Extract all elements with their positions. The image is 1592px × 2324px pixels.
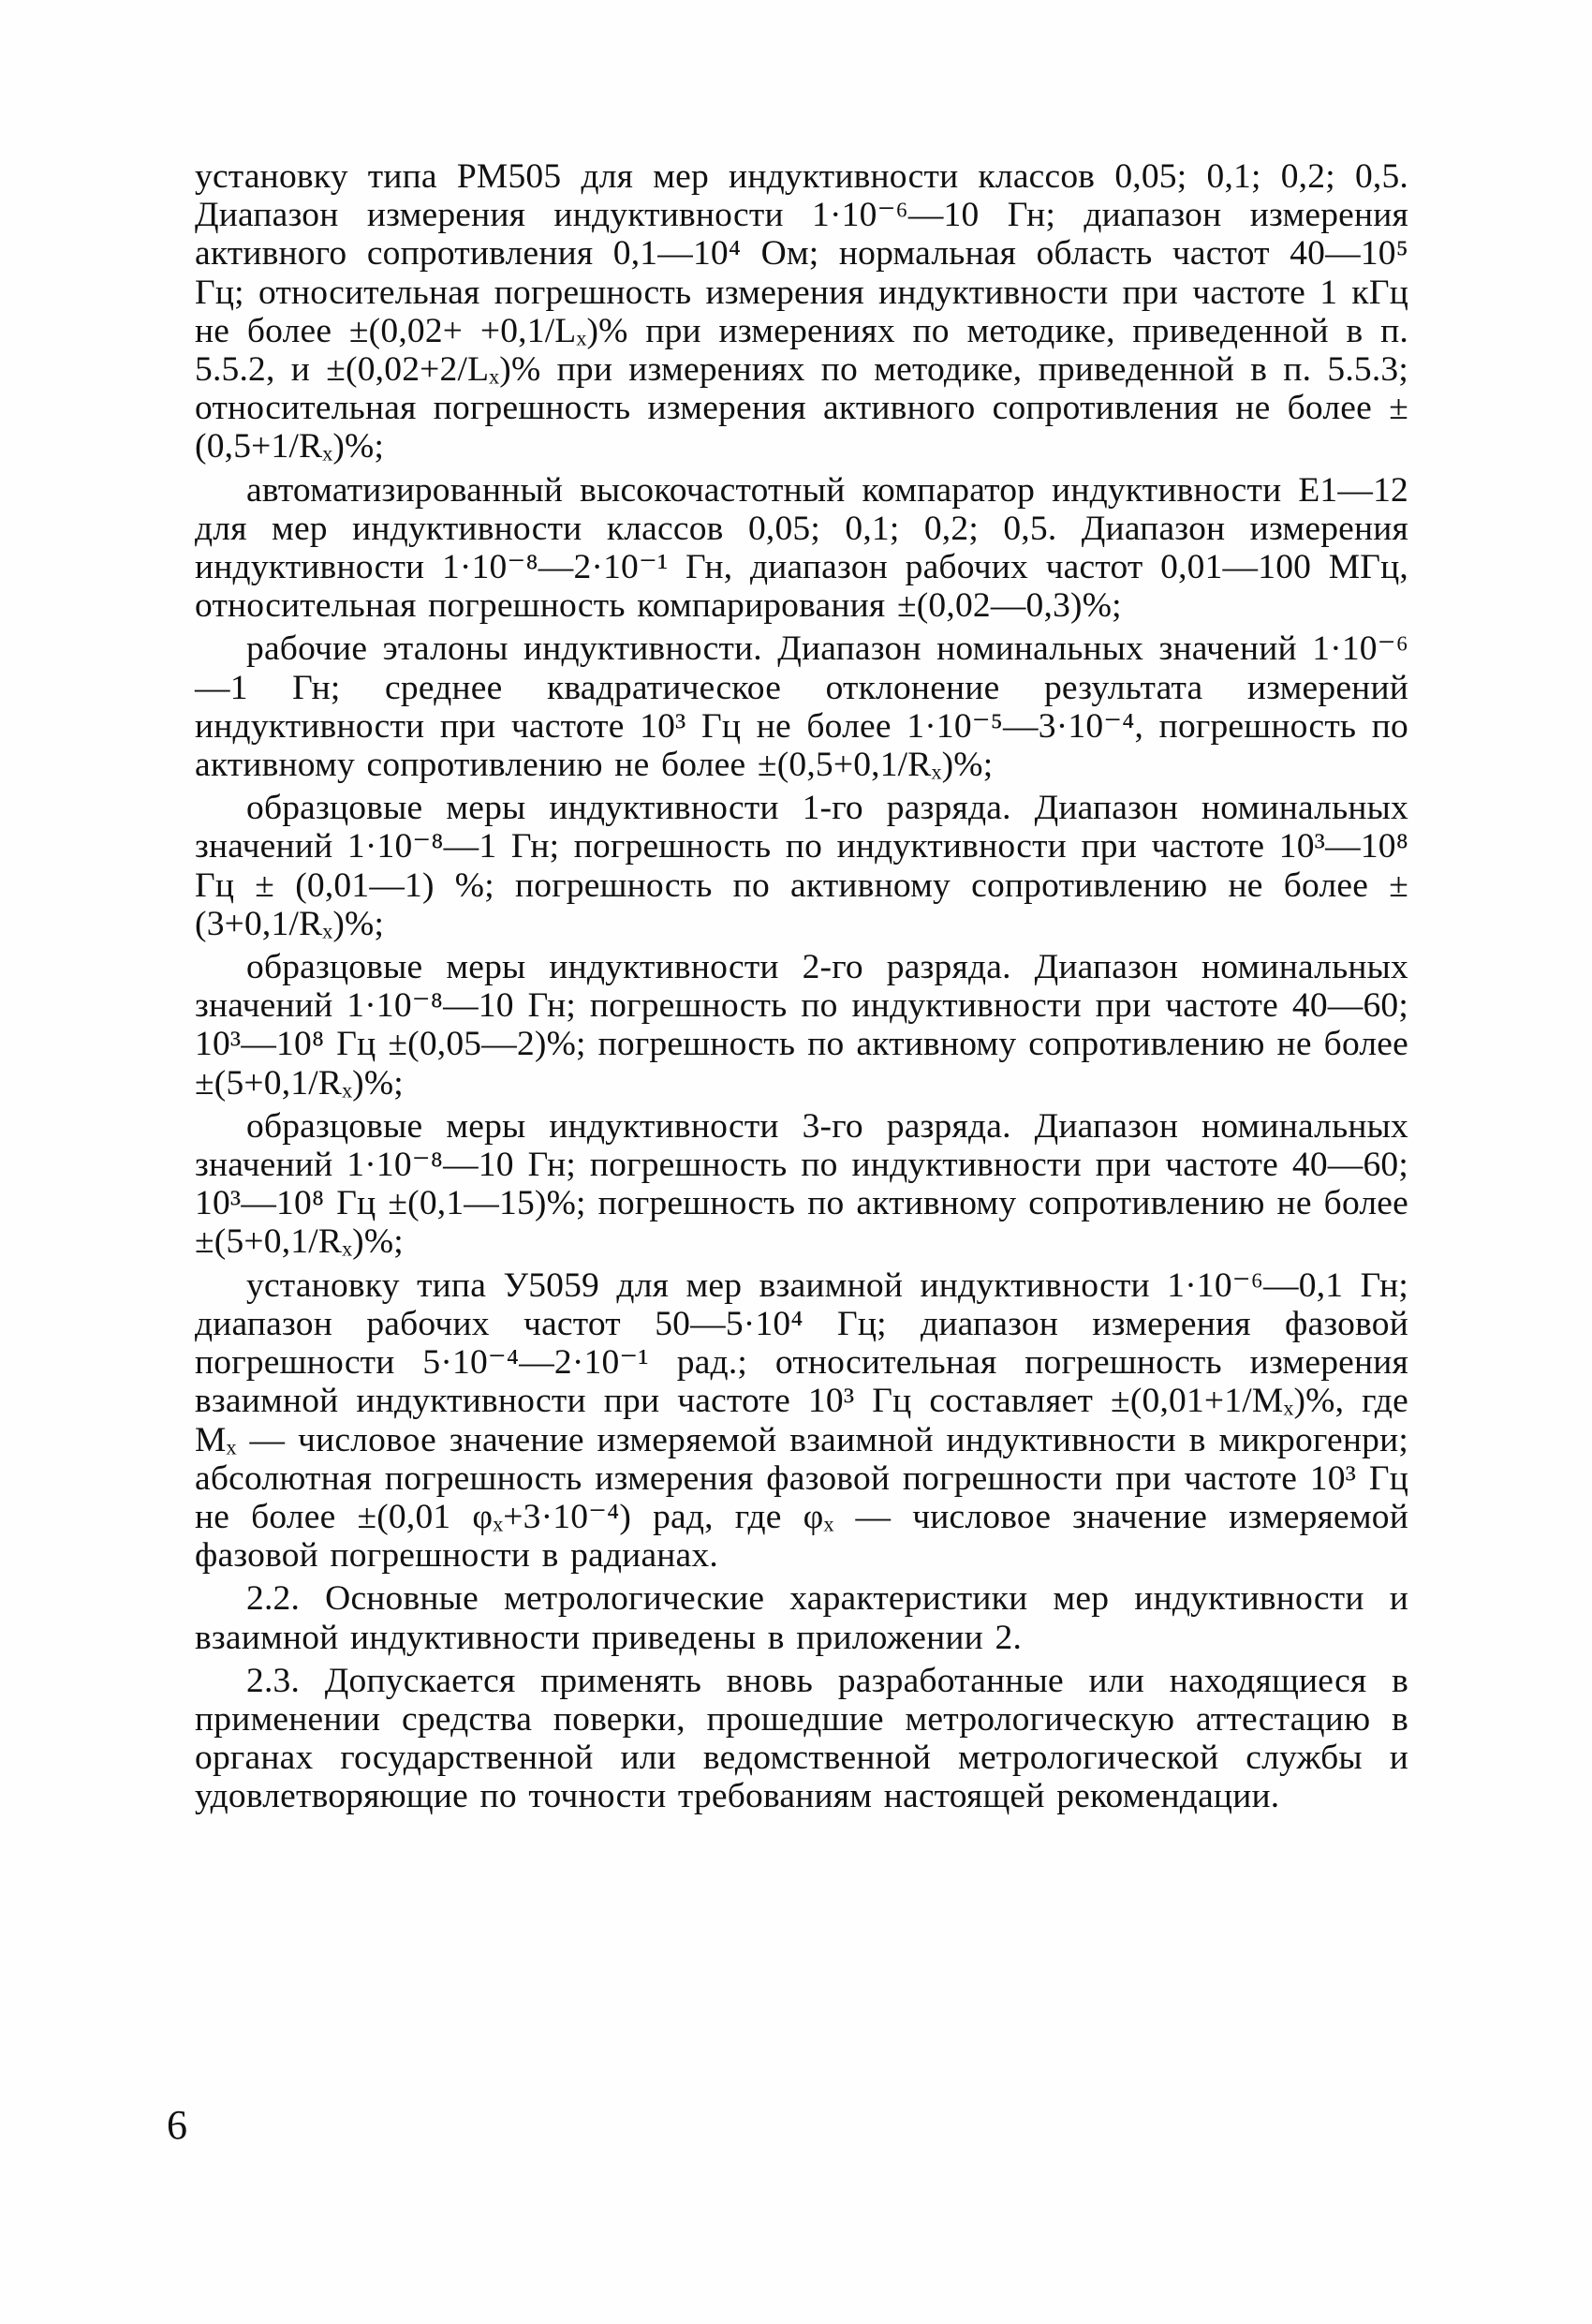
body-text — [195, 157, 1408, 1821]
paragraph-2-2: 2.2. Основные метрологические характеристики мер индуктивности и взаимной индуктивности приведены в приложении 2. — [195, 1579, 1408, 1657]
paragraph-u5059: установку типа У5059 для мер взаимной индуктивности 1·10⁻⁶—0,1 Гн; диапазон рабочих частот 50—5·10⁴ Гц; диапазон измерения фазовой погрешности 5·10⁻⁴—2·10⁻¹ рад.; относительная погрешность измерения взаимной индуктивности при частоте 10³ Гц составляет ±(0,01+1/Mₓ)%, где Mₓ — числовое значение измеряемой взаимной индуктивности в микрогенри; абсолютная погрешность измерения фазовой погрешности при частоте 10³ Гц не более ±(0,01 φₓ+3·10⁻⁴) рад, где φₓ — числовое значение измеряемой фазовой погрешности в радианах. — [195, 1266, 1408, 1576]
paragraph-2-3: 2.3. Допускается применять вновь разработанные или находящиеся в применении средства поверки, прошедшие метрологическую аттестацию в органах государственной или ведомственной метрологической службы и удовлетворяющие по точности требованиям настоящей рекомендации. — [195, 1661, 1408, 1816]
paragraph-rm505: установку типа РМ505 для мер индуктивности классов 0,05; 0,1; 0,2; 0,5. Диапазон измерения индуктивности 1·10⁻⁶—10 Гн; диапазон измерения активного сопротивления 0,1—10⁴ Ом; нормальная область частот 40—10⁵ Гц; относительная погрешность измерения индуктивности при частоте 1 кГц не более ±(0,02+ +0,1/Lₓ)% при измерениях по методике, приведенной в п. 5.5.2, и ±(0,02+2/Lₓ)% при измерениях по методике, приведенной в п. 5.5.3; относительная погрешность измерения активного сопротивления не более ±(0,5+1/Rₓ)%; — [195, 157, 1408, 466]
page-number: 6 — [167, 2102, 187, 2148]
paragraph-class-3-measures: образцовые меры индуктивности 3-го разряда. Диапазон номинальных значений 1·10⁻⁸—10 Гн; погрешность по индуктивности при частоте 40—60; 10³—10⁸ Гц ±(0,1—15)%; погрешность по активному сопротивлению не более ±(5+0,1/Rₓ)%; — [195, 1106, 1408, 1262]
paragraph-working-standards: рабочие эталоны индуктивности. Диапазон номинальных значений 1·10⁻⁶—1 Гн; среднее квадратическое отклонение результата измерений индуктивности при частоте 10³ Гц не более 1·10⁻⁵—3·10⁻⁴, погрешность по активному сопротивлению не более ±(0,5+0,1/Rₓ)%; — [195, 629, 1408, 785]
paragraph-class-2-measures: образцовые меры индуктивности 2-го разряда. Диапазон номинальных значений 1·10⁻⁸—10 Гн; погрешность по индуктивности при частоте 40—60; 10³—10⁸ Гц ±(0,05—2)%; погрешность по активному сопротивлению не более ±(5+0,1/Rₓ)%; — [195, 948, 1408, 1103]
paragraph-e1-12-comparator: автоматизированный высокочастотный компаратор индуктивности Е1—12 для мер индуктивности классов 0,05; 0,1; 0,2; 0,5. Диапазон измерения индуктивности 1·10⁻⁸—2·10⁻¹ Гн, диапазон рабочих частот 0,01—100 МГц, относительная погрешность компарирования ±(0,02—0,3)%; — [195, 470, 1408, 626]
paragraph-class-1-measures: образцовые меры индуктивности 1-го разряда. Диапазон номинальных значений 1·10⁻⁸—1 Гн; погрешность по индуктивности при частоте 10³—10⁸ Гц ± (0,01—1) %; погрешность по активному сопротивлению не более ±(3+0,1/Rₓ)%; — [195, 789, 1408, 943]
